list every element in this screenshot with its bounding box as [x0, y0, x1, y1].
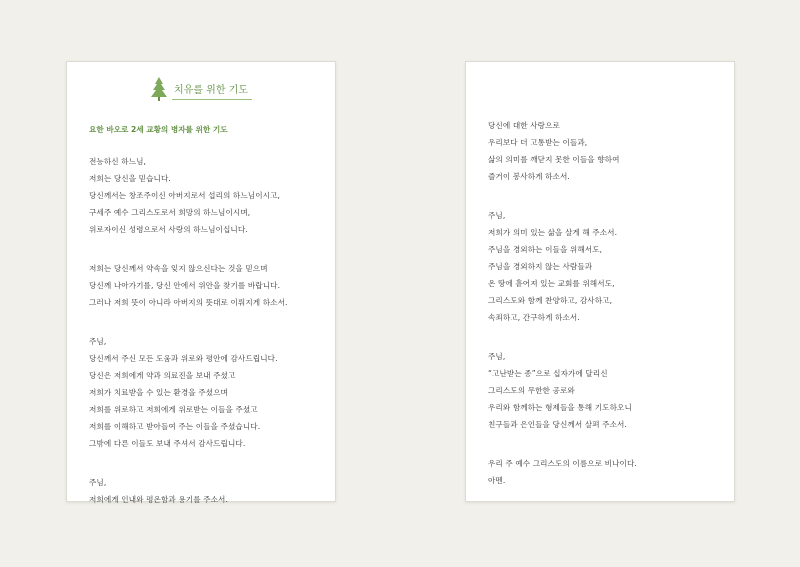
prayer-line: 주님을 경외하지 않는 사람들과	[488, 262, 593, 271]
prayer-paragraph	[488, 117, 724, 185]
prayer-line: 저희가 치료받을 수 있는 환경을 주셨으며	[89, 388, 228, 397]
prayer-line: 아멘.	[488, 476, 506, 485]
prayer-line: 온 땅에 흩어져 있는 교회를 위해서도,	[488, 279, 615, 288]
prayer-line: 저희는 당신을 믿습니다.	[89, 174, 171, 183]
prayer-line: 우리보다 더 고통받는 이들과,	[488, 138, 588, 147]
prayer-paragraph	[89, 260, 325, 311]
prayer-line: 저희는 당신께서 약속을 잊지 않으신다는 것을 믿으며	[89, 264, 268, 273]
prayer-paragraph	[488, 348, 724, 433]
prayer-line: 전능하신 하느님,	[89, 157, 147, 166]
prayer-line: 친구들과 은인들을 당신께서 살펴 주소서.	[488, 420, 627, 429]
prayer-line: 우리 주 예수 그리스도의 이름으로 비나이다.	[488, 459, 637, 468]
prayer-paragraph	[488, 455, 724, 489]
prayer-line: “고난받는 종”으로 십자가에 달리신	[488, 369, 608, 378]
prayer-subtitle: 요한 바오로 2세 교황의 병자를 위한 기도	[89, 125, 228, 134]
prayer-line: 즐거이 봉사하게 하소서.	[488, 172, 570, 181]
prayer-line: 당신은 저희에게 약과 의료진을 보내 주셨고	[89, 371, 236, 380]
prayer-line: 저희가 의미 있는 삶을 살게 해 주소서.	[488, 228, 618, 237]
prayer-text	[89, 153, 325, 530]
prayer-line: 저희를 위로하고 저희에게 위로받는 이들을 주셨고	[89, 405, 258, 414]
prayer-paragraph	[89, 333, 325, 452]
prayer-line: 구세주 예수 그리스도로서 희망의 하느님이시며,	[89, 208, 251, 217]
prayer-paragraph	[488, 207, 724, 326]
prayer-line: 저희를 이해하고 받아들여 주는 이들을 주셨습니다.	[89, 422, 261, 431]
prayer-line: 삶의 의미를 깨닫지 못한 이들을 향하여	[488, 155, 620, 164]
tree-icon	[150, 76, 168, 102]
prayer-paragraph	[89, 474, 325, 508]
prayer-line: 그밖에 다른 이들도 보내 주셔서 감사드립니다.	[89, 439, 246, 448]
prayer-line: 주님,	[89, 478, 107, 487]
prayer-line: 주님을 경외하는 이들을 위해서도,	[488, 245, 603, 254]
prayer-text	[488, 117, 724, 511]
prayer-line: 위로자이신 성령으로서 사랑의 하느님이십니다.	[89, 225, 248, 234]
prayer-line: 그리스도와 함께 찬양하고, 감사하고,	[488, 296, 613, 305]
prayer-line: 우리와 함께하는 형제들을 통해 기도하오니	[488, 403, 632, 412]
prayer-line: 주님,	[488, 211, 506, 220]
prayer-line: 주님,	[488, 352, 506, 361]
page-title: 치유를 위한 기도	[172, 79, 252, 100]
prayer-paragraph	[89, 153, 325, 238]
prayer-line: 주님,	[89, 337, 107, 346]
prayer-line: 당신께서는 창조주이신 아버지로서 섭리의 하느님이시고,	[89, 191, 281, 200]
prayer-line: 당신에 대한 사랑으로	[488, 121, 560, 130]
right-page	[465, 61, 735, 502]
prayer-line: 저희에게 인내와 평온함과 용기를 주소서.	[89, 495, 228, 504]
prayer-line: 당신께 나아가기를, 당신 안에서 위안을 찾기를 바랍니다.	[89, 281, 281, 290]
prayer-line: 속죄하고, 간구하게 하소서.	[488, 313, 580, 322]
page-header	[67, 74, 335, 104]
prayer-line: 당신께서 주신 모든 도움과 위로와 평안에 감사드립니다.	[89, 354, 278, 363]
prayer-line: 그리스도의 무한한 공로와	[488, 386, 575, 395]
prayer-line: 그러나 저희 뜻이 아니라 아버지의 뜻대로 이뤄지게 하소서.	[89, 298, 288, 307]
left-page	[66, 61, 336, 502]
